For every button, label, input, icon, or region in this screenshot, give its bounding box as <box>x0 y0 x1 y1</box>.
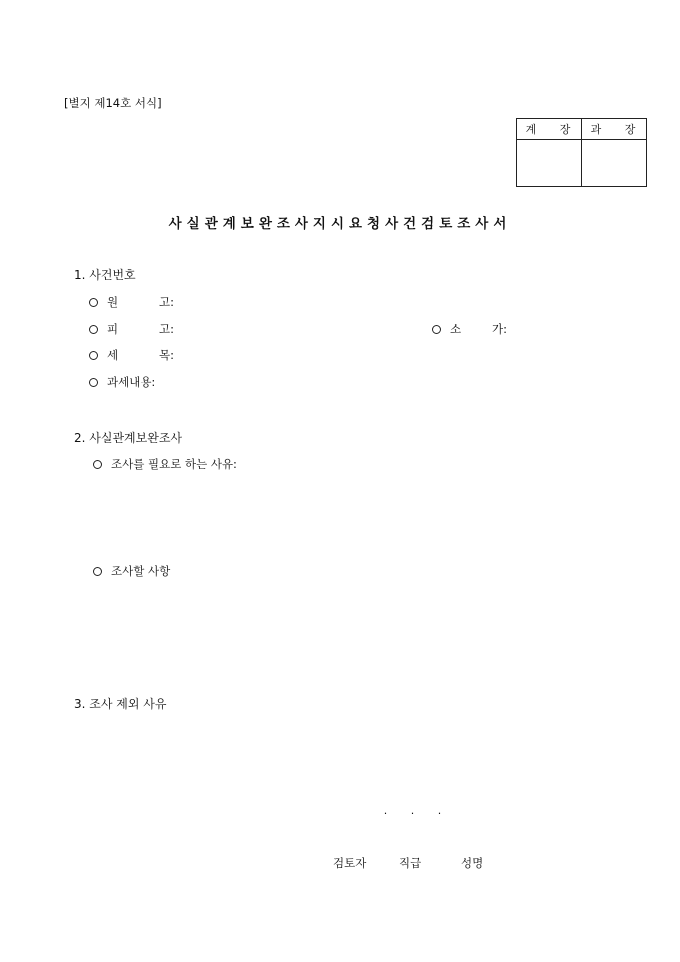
field-label-a: 소 <box>450 322 462 336</box>
section-1-heading: 1. 사건번호 <box>74 268 136 282</box>
circle-bullet-icon <box>93 460 102 469</box>
approval-header-section-chief: 계 장 <box>517 119 582 140</box>
circle-bullet-icon <box>432 325 441 334</box>
signature-reviewer-label: 검토자 <box>333 856 367 870</box>
circle-bullet-icon <box>93 567 102 576</box>
field-label-b: 고: <box>159 322 174 336</box>
field-label-a: 원 <box>107 295 119 309</box>
field-label-b: 가: <box>492 322 507 336</box>
signature-name-label: 성명 <box>461 856 484 870</box>
field-investigation-items[interactable] <box>93 563 170 579</box>
approval-sign-division-chief[interactable] <box>582 140 647 187</box>
field-investigation-reason[interactable] <box>93 456 237 472</box>
circle-bullet-icon <box>89 351 98 360</box>
section-3-heading: 3. 조사 제외 사유 <box>74 697 167 711</box>
field-tax-content[interactable] <box>89 374 155 390</box>
field-claim-value[interactable] <box>432 321 507 337</box>
circle-bullet-icon <box>89 325 98 334</box>
document-title: 사실관계보완조사지시요청사건검토조사서 <box>168 216 512 232</box>
date-dot: . <box>383 804 388 817</box>
field-defendant[interactable] <box>89 321 174 337</box>
field-plaintiff[interactable] <box>89 294 174 310</box>
field-label-b: 목: <box>159 348 174 362</box>
field-label: 조사를 필요로 하는 사유: <box>111 457 237 471</box>
field-label-a: 피 <box>107 322 119 336</box>
field-label: 조사할 사항 <box>111 564 171 578</box>
date-dot: . <box>410 804 415 817</box>
signature-position-label: 직급 <box>399 856 422 870</box>
field-label-b: 고: <box>159 295 174 309</box>
approval-header-division-chief: 과 장 <box>582 119 647 140</box>
circle-bullet-icon <box>89 378 98 387</box>
field-label: 과세내용: <box>107 375 156 389</box>
form-number-label: [별지 제14호 서식] <box>64 96 162 110</box>
approval-box <box>516 118 647 187</box>
date-dot: . <box>437 804 442 817</box>
approval-sign-section-chief[interactable] <box>517 140 582 187</box>
circle-bullet-icon <box>89 298 98 307</box>
field-tax-item[interactable] <box>89 347 174 363</box>
section-2-heading: 2. 사실관계보완조사 <box>74 431 183 445</box>
field-label-a: 세 <box>107 348 119 362</box>
date-line[interactable] <box>372 804 453 817</box>
